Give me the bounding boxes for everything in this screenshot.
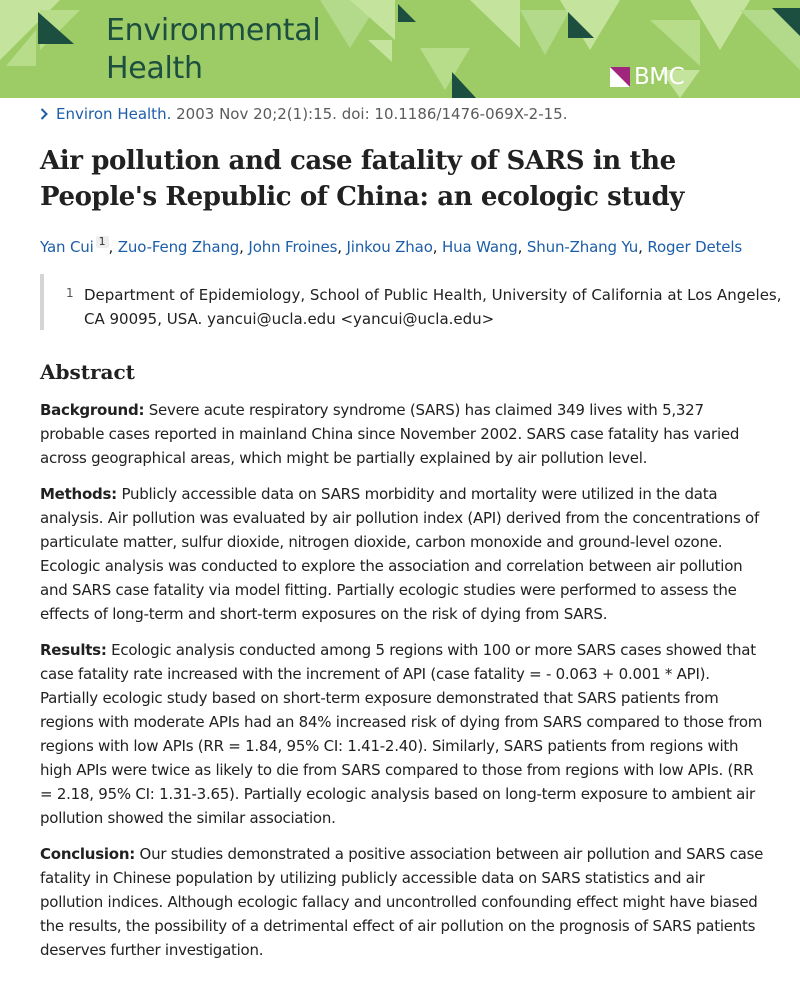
section-text: Severe acute respiratory syndrome (SARS) has claimed 349 lives with 5,327 probable cases reported in mainland China since November 2002. SARS case fatality has varied across geographical areas, which might be partially explained by air pollution level. (40, 401, 740, 467)
abstract-results (40, 638, 768, 830)
chevron-right-icon[interactable] (40, 108, 48, 120)
article-title: Air pollution and case fatality of SARS in the People's Republic of China: an ecologic study (40, 146, 684, 212)
author-link[interactable]: Yan Cui (40, 238, 94, 256)
section-label: Methods: (40, 485, 117, 503)
abstract-methods (40, 482, 768, 626)
citation-line (40, 104, 780, 124)
author-link[interactable]: Shun-Zhang Yu (526, 238, 639, 256)
publisher-name: BMC (634, 64, 685, 90)
section-text: Ecologic analysis conducted among 5 regions with 100 or more SARS cases showed that case fatality rate increased with the increment of API (case fatality = - 0.063 + 0.001 * API). Partially ecologic study based on short-term exposure demonstrated that SARS patients from regions with moderate APIs had an 84% increased risk of dying from SARS compared to those from regions with low APIs (RR = 1.84, 95% CI: 1.41-2.40). Similarly, SARS patients from regions with high APIs were twice as likely to die from SARS compared to those from regions with low APIs. (RR = 2.18, 95% CI: 1.31-3.65). Partially ecologic analysis based on long-term exposure to ambient air pollution showed the similar association. (40, 641, 763, 827)
journal-banner (0, 0, 800, 98)
affiliation-number: 1 (66, 286, 74, 300)
section-text: Our studies demonstrated a positive association between air pollution and SARS case fatality in Chinese population by utilizing publicly accessible data on SARS statistics and air pollution indices. Although ecologic fallacy and uncontrolled confounding effect might have biased the results, the possibility of a detrimental effect of air pollution on the prognosis of SARS patients deserves further investigation. (40, 845, 764, 959)
bmc-logo (610, 64, 684, 90)
author-link[interactable]: Jinkou Zhao (346, 238, 433, 256)
section-label: Results: (40, 641, 107, 659)
journal-link[interactable]: Environ Health. (56, 105, 172, 123)
author-link[interactable]: Zuo-Feng Zhang (117, 238, 240, 256)
abstract-heading: Abstract (40, 360, 135, 384)
abstract-conclusion (40, 842, 768, 962)
author-list: Yan Cui $^1$ , Zuo-Feng Zhang, John Froines, Jinkou Zhao, Hua Wang, Shun-Zhang Yu, Roger Detels (40, 235, 743, 256)
author-link[interactable]: Roger Detels (647, 238, 743, 256)
journal-title-line2: Health (106, 51, 203, 86)
journal-title (106, 12, 406, 88)
section-text: Publicly accessible data on SARS morbidity and mortality were utilized in the data analysis. Air pollution was evaluated by air pollution index (API) derived from the concentrations of particulate matter, sulfur dioxide, nitrogen dioxide, carbon monoxide and ground-level ozone. Ecologic analysis was conducted to explore the association and correlation between air pollution and SARS case fatality via model fitting. Partially ecologic studies were performed to assess the effects of long-term and short-term exposures on the risk of dying from SARS. (40, 485, 760, 623)
journal-title-line1: Environmental (106, 13, 321, 48)
section-label: Conclusion: (40, 845, 136, 863)
affiliation-block (40, 274, 784, 330)
author-link[interactable]: John Froines (248, 238, 338, 256)
section-label: Background: (40, 401, 145, 419)
bmc-logo-icon (610, 67, 630, 87)
affiliation-marker[interactable]: 1 (96, 236, 109, 248)
citation-details: 2003 Nov 20;2(1):15. doi: 10.1186/1476-069X-2-15. (176, 105, 568, 123)
abstract-background (40, 398, 768, 470)
affiliation-text: Department of Epidemiology, School of Public Health, University of California at Los Angeles, CA 90095, USA. yancui@ucla.edu <yancui@ucla.edu> (84, 286, 782, 328)
author-link[interactable]: Hua Wang (442, 238, 518, 256)
